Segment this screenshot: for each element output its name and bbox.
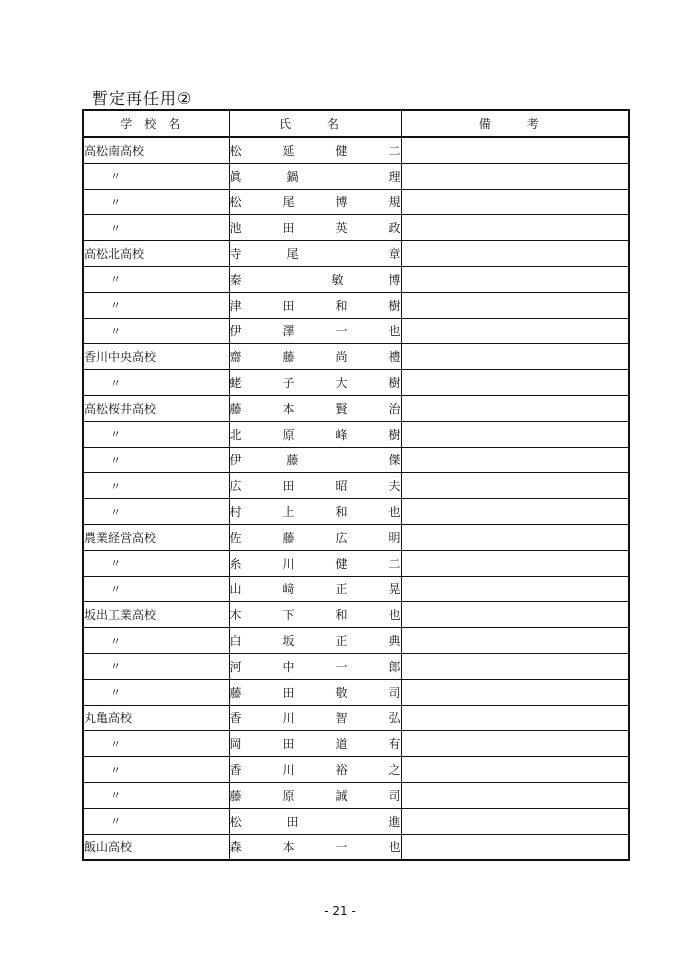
name-char: 和	[335, 298, 348, 313]
name-cell	[229, 318, 401, 344]
name-cell	[229, 370, 401, 396]
name-char: 樹	[388, 376, 401, 391]
remarks-cell	[401, 215, 629, 241]
name-char: 弘	[388, 711, 401, 726]
name-char: 田	[282, 221, 295, 236]
name-char: 裕	[335, 763, 348, 778]
school-cell	[83, 499, 229, 525]
school-cell	[83, 834, 229, 860]
table-row	[83, 241, 629, 267]
name-char: 和	[335, 505, 348, 520]
school-cell	[83, 395, 229, 421]
name-char: 博	[335, 195, 348, 210]
name-char: 香	[229, 763, 242, 778]
name-char: 也	[388, 608, 401, 623]
name-char: 山	[229, 582, 242, 597]
school-cell	[83, 757, 229, 783]
name-char: 智	[335, 711, 348, 726]
remarks-cell	[401, 834, 629, 860]
table-row	[83, 679, 629, 705]
name-char: 白	[229, 634, 242, 649]
name-cell	[229, 266, 401, 292]
name-char: 中	[282, 659, 295, 674]
name-char: 英	[335, 221, 348, 236]
name-char: 司	[388, 788, 401, 803]
ditto-mark: 〃	[110, 505, 121, 519]
name-char: 藤	[282, 530, 295, 545]
name-cell	[229, 447, 401, 473]
name-char: 之	[388, 763, 401, 778]
name-char: 理	[388, 169, 401, 184]
name-char: 正	[335, 634, 348, 649]
table-row	[83, 524, 629, 550]
remarks-cell	[401, 421, 629, 447]
remarks-cell	[401, 266, 629, 292]
header-school: 学校名	[83, 110, 229, 137]
name-cell	[229, 679, 401, 705]
remarks-cell	[401, 550, 629, 576]
table-row	[83, 163, 629, 189]
school-cell	[83, 473, 229, 499]
table-row	[83, 834, 629, 860]
ditto-mark: 〃	[110, 273, 121, 287]
name-char: 治	[388, 401, 401, 416]
name-char: 村	[229, 505, 242, 520]
name-char: 一	[335, 324, 348, 339]
school-name: 高松北高校	[84, 247, 145, 262]
ditto-mark: 〃	[110, 195, 121, 209]
name-cell	[229, 524, 401, 550]
school-cell	[83, 266, 229, 292]
name-char: 一	[335, 840, 348, 855]
remarks-cell	[401, 757, 629, 783]
school-name: 高松桜井高校	[84, 401, 157, 416]
table-row	[83, 550, 629, 576]
ditto-mark: 〃	[110, 170, 121, 184]
name-char: 有	[388, 737, 401, 752]
name-char: 晃	[388, 582, 401, 597]
table-row	[83, 576, 629, 602]
name-char: 峰	[335, 427, 348, 442]
page-title: 暫定再任用②	[92, 89, 193, 108]
name-char: 也	[388, 505, 401, 520]
ditto-mark: 〃	[110, 815, 121, 829]
table-row	[83, 731, 629, 757]
school-name: 農業経営高校	[84, 530, 157, 545]
name-char: 健	[335, 556, 348, 571]
name-char: 昭	[335, 479, 348, 494]
name-char: 本	[282, 840, 295, 855]
name-cell	[229, 499, 401, 525]
table-row	[83, 189, 629, 215]
name-char: 川	[282, 763, 295, 778]
name-char: 津	[229, 298, 242, 313]
name-cell	[229, 421, 401, 447]
table-row	[83, 395, 629, 421]
name-char: 尾	[282, 195, 295, 210]
name-char: 延	[282, 143, 295, 158]
table-row	[83, 757, 629, 783]
table-row	[83, 318, 629, 344]
name-char: 也	[388, 840, 401, 855]
name-char: 二	[388, 556, 401, 571]
table-row	[83, 602, 629, 628]
school-cell	[83, 550, 229, 576]
name-char: 和	[335, 608, 348, 623]
name-char: 政	[388, 221, 401, 236]
name-char: 賢	[335, 401, 348, 416]
name-char: 川	[282, 556, 295, 571]
table-row	[83, 782, 629, 808]
school-cell	[83, 189, 229, 215]
name-char: 澤	[282, 324, 295, 339]
table-row	[83, 705, 629, 731]
header-remarks: 備 考	[401, 110, 629, 137]
remarks-cell	[401, 576, 629, 602]
name-cell	[229, 189, 401, 215]
name-char: 健	[335, 143, 348, 158]
name-char: 本	[282, 401, 295, 416]
name-char: 明	[388, 530, 401, 545]
name-char: 寺	[229, 247, 242, 262]
school-name: 高松南高校	[84, 143, 145, 158]
remarks-cell	[401, 653, 629, 679]
school-cell	[83, 679, 229, 705]
name-cell	[229, 757, 401, 783]
table-row	[83, 473, 629, 499]
name-char: 広	[335, 530, 348, 545]
name-char: 進	[388, 814, 401, 829]
name-cell	[229, 550, 401, 576]
table-row	[83, 370, 629, 396]
name-char: 眞	[229, 169, 242, 184]
remarks-cell	[401, 602, 629, 628]
name-char: 北	[229, 427, 242, 442]
name-char: 糸	[229, 556, 242, 571]
name-cell	[229, 163, 401, 189]
name-cell	[229, 215, 401, 241]
remarks-cell	[401, 628, 629, 654]
name-char: 伊	[229, 453, 242, 468]
table-row	[83, 266, 629, 292]
name-cell	[229, 782, 401, 808]
name-char: 池	[229, 221, 242, 236]
school-cell	[83, 602, 229, 628]
ditto-mark: 〃	[110, 634, 121, 648]
name-char: 齋	[229, 350, 242, 365]
name-char: 﨑	[282, 582, 295, 597]
name-char: 森	[229, 840, 242, 855]
name-char: 岡	[229, 737, 242, 752]
name-char: 田	[286, 814, 299, 829]
name-cell	[229, 241, 401, 267]
name-char: 木	[229, 608, 242, 623]
remarks-cell	[401, 370, 629, 396]
remarks-cell	[401, 292, 629, 318]
name-char: 藤	[282, 350, 295, 365]
name-char: 司	[388, 685, 401, 700]
name-char: 敏	[331, 272, 344, 287]
header-name: 氏 名	[229, 110, 401, 137]
remarks-cell	[401, 731, 629, 757]
ditto-mark: 〃	[110, 376, 121, 390]
name-cell	[229, 808, 401, 834]
name-char: 松	[229, 143, 242, 158]
remarks-cell	[401, 344, 629, 370]
name-char: 二	[388, 143, 401, 158]
name-cell	[229, 473, 401, 499]
remarks-cell	[401, 524, 629, 550]
page-number: - 21 -	[324, 904, 356, 918]
name-char: 上	[282, 505, 295, 520]
remarks-cell	[401, 447, 629, 473]
remarks-cell	[401, 395, 629, 421]
remarks-cell	[401, 808, 629, 834]
school-cell	[83, 447, 229, 473]
name-cell	[229, 628, 401, 654]
name-char: 禮	[388, 350, 401, 365]
remarks-cell	[401, 705, 629, 731]
remarks-cell	[401, 499, 629, 525]
name-char: 藤	[229, 788, 242, 803]
school-cell	[83, 344, 229, 370]
remarks-cell	[401, 163, 629, 189]
remarks-cell	[401, 473, 629, 499]
name-char: 尚	[335, 350, 348, 365]
name-char: 田	[282, 298, 295, 313]
name-char: 河	[229, 659, 242, 674]
table-row	[83, 447, 629, 473]
school-cell	[83, 731, 229, 757]
ditto-mark: 〃	[110, 582, 121, 596]
name-char: 一	[335, 659, 348, 674]
name-char: 坂	[282, 634, 295, 649]
name-cell	[229, 344, 401, 370]
table-row	[83, 292, 629, 318]
school-cell	[83, 421, 229, 447]
name-char: 伊	[229, 324, 242, 339]
name-char: 郎	[388, 659, 401, 674]
name-char: 香	[229, 711, 242, 726]
table-row	[83, 215, 629, 241]
name-char: 松	[229, 814, 242, 829]
table-row	[83, 628, 629, 654]
school-cell	[83, 137, 229, 163]
ditto-mark: 〃	[110, 299, 121, 313]
ditto-mark: 〃	[110, 221, 121, 235]
school-cell	[83, 163, 229, 189]
name-char: 章	[388, 247, 401, 262]
name-cell	[229, 653, 401, 679]
name-cell	[229, 834, 401, 860]
name-char: 道	[335, 737, 348, 752]
name-cell	[229, 705, 401, 731]
name-char: 樹	[388, 298, 401, 313]
school-name: 坂出工業高校	[84, 608, 157, 623]
ditto-mark: 〃	[110, 324, 121, 338]
ditto-mark: 〃	[110, 737, 121, 751]
name-char: 正	[335, 582, 348, 597]
remarks-cell	[401, 679, 629, 705]
ditto-mark: 〃	[110, 453, 121, 467]
name-char: 下	[282, 608, 295, 623]
name-char: 原	[282, 788, 295, 803]
school-cell	[83, 292, 229, 318]
name-char: 秦	[229, 272, 242, 287]
school-cell	[83, 653, 229, 679]
school-name: 香川中央高校	[84, 350, 157, 365]
school-cell	[83, 241, 229, 267]
school-cell	[83, 808, 229, 834]
table-row	[83, 421, 629, 447]
school-cell	[83, 524, 229, 550]
school-cell	[83, 215, 229, 241]
name-char: 佐	[229, 530, 242, 545]
school-name: 丸亀高校	[84, 711, 133, 726]
name-cell	[229, 395, 401, 421]
name-cell	[229, 137, 401, 163]
school-cell	[83, 370, 229, 396]
name-char: 田	[282, 685, 295, 700]
table-row	[83, 808, 629, 834]
name-cell	[229, 731, 401, 757]
ditto-mark: 〃	[110, 763, 121, 777]
name-cell	[229, 602, 401, 628]
school-cell	[83, 705, 229, 731]
ditto-mark: 〃	[110, 557, 121, 571]
name-char: 也	[388, 324, 401, 339]
staff-table	[82, 109, 630, 861]
remarks-cell	[401, 189, 629, 215]
name-char: 尾	[286, 247, 299, 262]
name-char: 敬	[335, 685, 348, 700]
name-char: 大	[335, 376, 348, 391]
name-char: 蛯	[229, 376, 242, 391]
name-char: 夫	[388, 479, 401, 494]
name-char: 博	[388, 272, 401, 287]
name-char: 鍋	[286, 169, 299, 184]
name-cell	[229, 576, 401, 602]
school-cell	[83, 628, 229, 654]
school-cell	[83, 576, 229, 602]
table-header-row	[83, 110, 629, 137]
name-char: 川	[282, 711, 295, 726]
ditto-mark: 〃	[110, 428, 121, 442]
table-row	[83, 137, 629, 163]
name-char: 原	[282, 427, 295, 442]
table-row	[83, 344, 629, 370]
name-char: 子	[282, 376, 295, 391]
ditto-mark: 〃	[110, 479, 121, 493]
name-char: 松	[229, 195, 242, 210]
name-char: 藤	[229, 401, 242, 416]
ditto-mark: 〃	[110, 686, 121, 700]
name-char: 藤	[229, 685, 242, 700]
name-char: 藤	[286, 453, 299, 468]
school-cell	[83, 782, 229, 808]
name-char: 典	[388, 634, 401, 649]
name-char: 広	[229, 479, 242, 494]
name-char: 田	[282, 737, 295, 752]
school-name: 飯山高校	[84, 840, 133, 855]
name-char: 規	[388, 195, 401, 210]
name-char: 樹	[388, 427, 401, 442]
school-cell	[83, 318, 229, 344]
ditto-mark: 〃	[110, 789, 121, 803]
table-row	[83, 653, 629, 679]
table-row	[83, 499, 629, 525]
remarks-cell	[401, 137, 629, 163]
name-cell	[229, 292, 401, 318]
ditto-mark: 〃	[110, 660, 121, 674]
name-char: 誠	[335, 788, 348, 803]
remarks-cell	[401, 241, 629, 267]
name-char: 傑	[388, 453, 401, 468]
remarks-cell	[401, 318, 629, 344]
name-char: 田	[282, 479, 295, 494]
remarks-cell	[401, 782, 629, 808]
